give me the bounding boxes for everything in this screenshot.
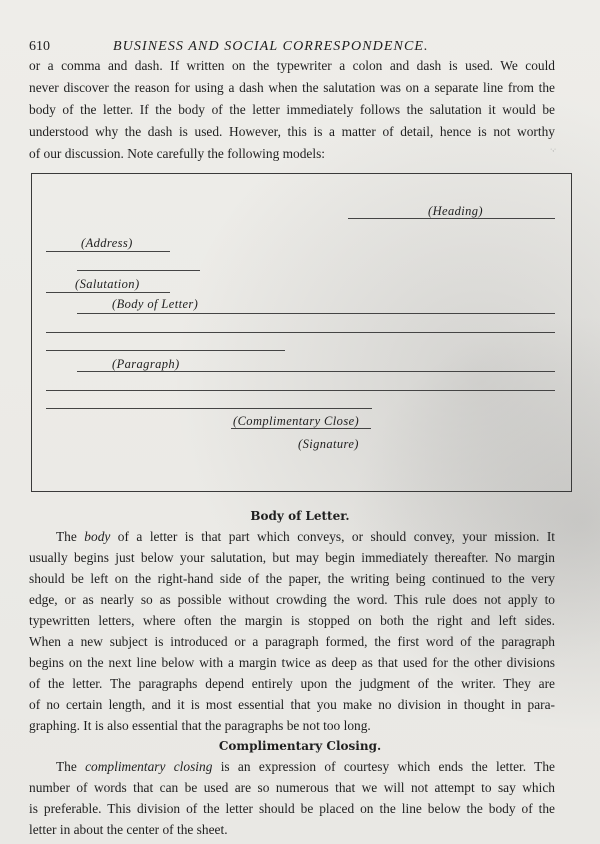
text-line: never discover the reason for using a dash when the salutation was on a separate line from the: [29, 80, 555, 95]
salutation-label: (Salutation): [75, 277, 140, 291]
section-heading-body: Body of Letter.: [250, 509, 350, 523]
text-line: of no certain length, and it is most essential that you make no division in thought in para-: [29, 697, 555, 712]
text-line: of the letter. The paragraphs depend entirely upon the judgment of the writer. They are: [29, 676, 555, 691]
text-line: graphing. It is also essential that the paragraphs be not too long.: [29, 718, 371, 733]
text-line: understood why the dash is used. However, this is a matter of detail, hence is not worthy: [29, 124, 555, 139]
text-line: letter in about the center of the sheet.: [29, 822, 228, 837]
paragraph-rule: [46, 408, 372, 409]
section-heading-closing: Complimentary Closing.: [218, 739, 382, 753]
running-head: [29, 39, 574, 59]
text-line: edge, or as nearly so as possible without crowding the word. This rule does not apply to: [29, 592, 555, 607]
text-line: usually begins just below your salutation, but may begin immediately thereafter. No margin: [29, 550, 555, 565]
body-rule: [46, 332, 555, 333]
complimentary-close-label: (Complimentary Close): [233, 414, 360, 428]
italic-term: complimentary closing: [85, 759, 213, 774]
paragraph-rule: [77, 371, 555, 372]
text-line: of our discussion. Note carefully the following models:: [29, 146, 326, 161]
salutation-rule: [46, 292, 170, 293]
text-line: should be left on the right-hand side of the paper, the writing being continued to the very: [29, 571, 555, 586]
text-line: begins on the next line below with a margin twice as deep as that used for the other divisions: [29, 655, 555, 670]
paragraph-rule: [46, 390, 555, 391]
heading-rule: [348, 218, 555, 219]
text-line: or a comma and dash. If written on the typewriter a colon and dash is used. We could: [29, 58, 555, 73]
body-rule: [77, 313, 555, 314]
address-label: (Address): [81, 236, 133, 250]
text-line: When a new subject is introduced or a paragraph formed, the first word of the paragraph: [29, 634, 555, 649]
address-rule: [77, 270, 200, 271]
text-run: The: [56, 759, 86, 774]
italic-term: body: [84, 529, 111, 544]
text-line: is preferable. This division of the letter should be placed on the line below the body of the: [29, 801, 555, 816]
text-line: [56, 529, 555, 545]
signature-label: (Signature): [298, 437, 359, 451]
paragraph-label: (Paragraph): [112, 357, 180, 371]
running-title: BUSINESS AND SOCIAL CORRESPONDENCE.: [113, 39, 429, 54]
ink-speck: ·‚·: [550, 146, 557, 153]
text-run: is an expression of courtesy which ends the letter. The: [212, 759, 555, 774]
text-line: [56, 759, 555, 775]
text-run: The: [56, 529, 85, 544]
text-run: of a letter is that part which conveys, or should convey, your mission. It: [110, 529, 555, 544]
heading-label: (Heading): [428, 204, 483, 218]
complimentary-close-rule: [231, 428, 371, 429]
body-rule: [46, 350, 285, 351]
address-rule: [46, 251, 170, 252]
text-line: body of the letter. If the body of the letter immediately follows the salutation it would be: [29, 102, 555, 117]
page-number: 610: [29, 39, 50, 54]
body-of-letter-label: (Body of Letter): [112, 297, 199, 311]
text-line: typewritten letters, where often the margin is stopped on both the right and left sides.: [29, 613, 555, 628]
text-line: number of words that can be used are so numerous that we will not attempt to say which: [29, 780, 555, 795]
